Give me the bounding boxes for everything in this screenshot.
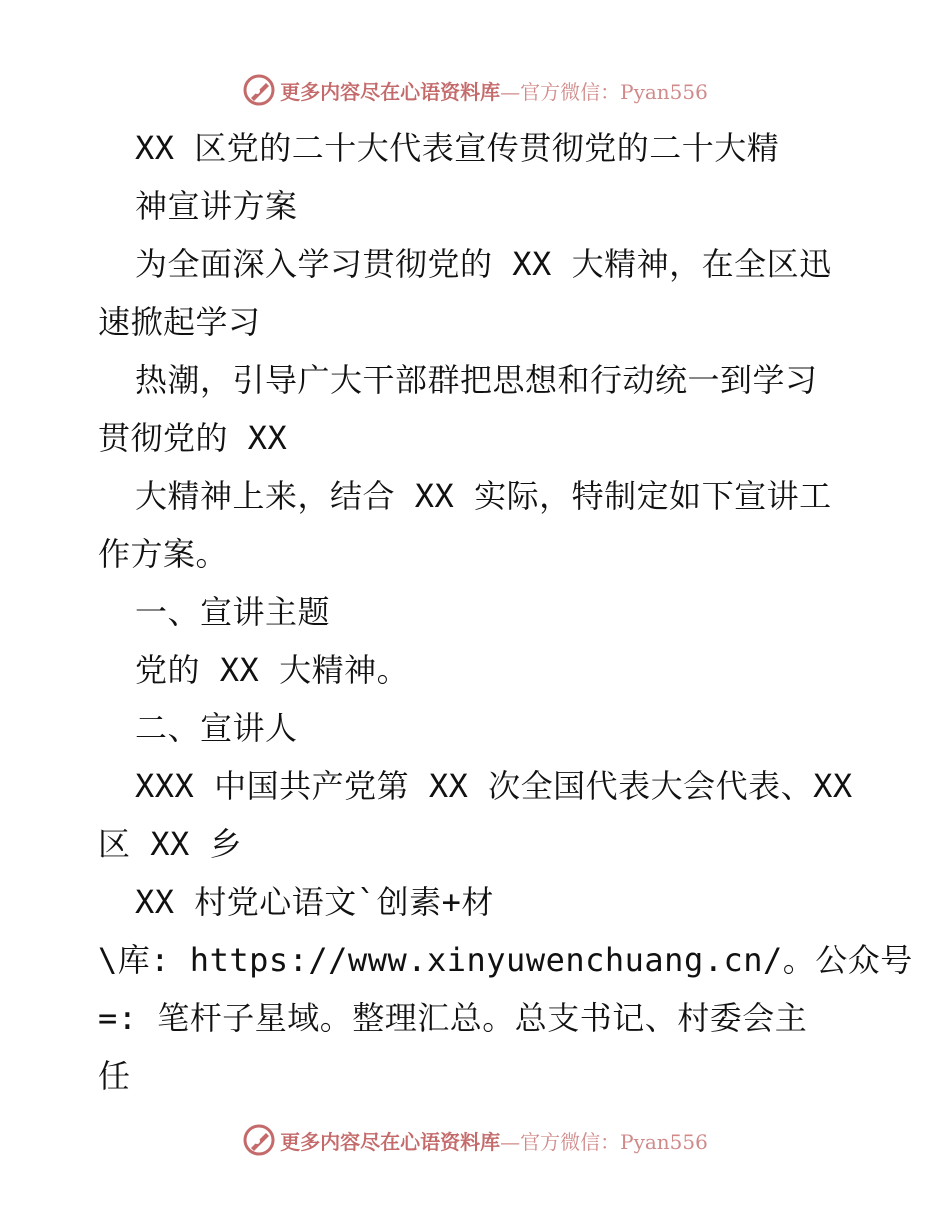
paragraph-line: XXX 中国共产党第 XX 次全国代表大会代表、XX — [135, 767, 853, 805]
paragraph-line: 大精神上来，结合 XX 实际，特制定如下宣讲工 — [135, 477, 832, 515]
pen-circle-logo-icon — [242, 1123, 276, 1157]
paragraph-line: 贯彻党的 XX — [98, 419, 288, 457]
paragraph-line: \库: https://www.xinyuwenchuang.cn/。公众号 — [98, 941, 913, 979]
watermark-suffix-text: —官方微信：Pyan556 — [500, 1129, 708, 1154]
paragraph-line: =: 笔杆子星域。整理汇总。总支书记、村委会主 — [98, 999, 808, 1037]
paragraph-line: 党的 XX 大精神。 — [135, 651, 410, 689]
section-heading-speaker: 二、宣讲人 — [135, 709, 298, 747]
paragraph-line: 区 XX 乡 — [98, 825, 243, 863]
paragraph-line: XX 村党心语文`创素+材 — [135, 883, 494, 921]
watermark-suffix-text: —官方微信：Pyan556 — [500, 79, 708, 104]
watermark-main-text: 更多内容尽在心语资料库 — [280, 1129, 501, 1154]
title-line-1: XX 区党的二十大代表宣传贯彻党的二十大精 — [135, 129, 780, 167]
paragraph-line: 速掀起学习 — [98, 303, 261, 341]
paragraph-line: 为全面深入学习贯彻党的 XX 大精神，在全区迅 — [135, 245, 832, 283]
watermark-main-text: 更多内容尽在心语资料库 — [280, 79, 501, 104]
watermark-banner-bottom — [0, 1120, 950, 1160]
paragraph-line: 热潮，引导广大干部群把思想和行动统一到学习 — [135, 361, 818, 399]
paragraph-line: 作方案。 — [98, 535, 229, 573]
section-heading-theme: 一、宣讲主题 — [135, 593, 331, 631]
title-line-2: 神宣讲方案 — [135, 187, 298, 225]
paragraph-line: 任 — [98, 1057, 131, 1095]
